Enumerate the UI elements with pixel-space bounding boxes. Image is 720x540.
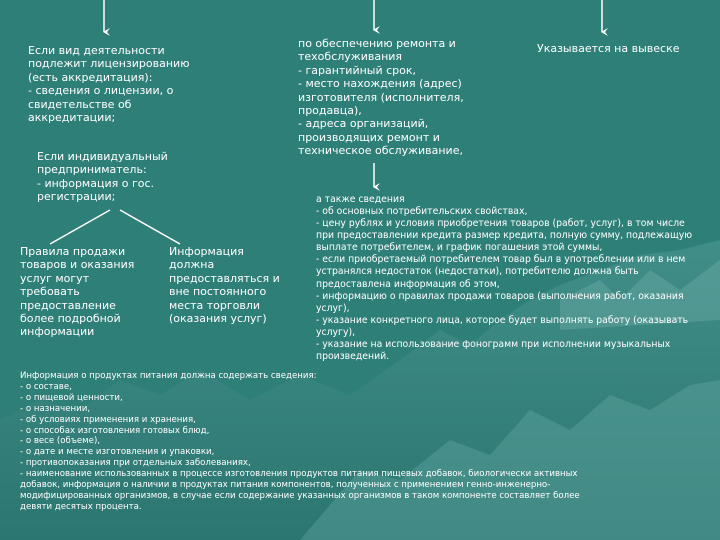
line-to-sale-rules <box>50 210 110 244</box>
additional-info: а также сведения - об основных потребительских свойствах, - цену рублях и условия приобретения товаров (работ, услуг), в том числе при предоставлении кредита размер кредита, полную сумму, подлежащую выплате потребителем, и график погашения этой суммы, - если приобретаемый потребителем товар был в употреблении или в нем устранялся недостаток (недостатки), потребителю должна быть предоставлена информация об этом, - информацию о правилах продажи товаров (выполнения работ, оказания услуг), - указание конкретного лица, которое будет выполнять работу (оказывать услугу), - указание на использование фонограмм при исполнении музыкальных произведений. <box>316 194 693 363</box>
repair-info: по обеспечению ремонта и техобслуживания - гарантийный срок, - место нахождения (адрес) изготовителя (исполнителя, продавца), - адреса организаций, производящих ремонт и техническое обслуживание, <box>298 37 464 158</box>
sale-rules-info: Правила продажи товаров и оказания услуг могут требовать предоставление более подробной информации <box>20 245 135 339</box>
line-to-placement <box>120 210 180 244</box>
food-products-info: Информация о продуктах питания должна содержать сведения: - о составе, - о пищевой ценности, - о назначении, - об условиях применения и хранения, - о способах изготовления готовых блюд, - о весе (объеме), - о дате и месте изготовления и упаковки, - противопоказания при отдельных заболеваниях, - наименование использованных в процессе изготовления продуктов питания пищевых добавок, биологически активных добавок, информация о наличии в продуктах питания компонентов, полученных с применением генно-инженерно- модифицированных организмов, в случае если содержание указанных организмов в таком компоненте составляет более девяти десятых процента. <box>20 371 580 512</box>
placement-info: Информация должна предоставляться и вне постоянного места торговли (оказания услуг) <box>169 245 280 326</box>
entrepreneur-info: Если индивидуальный предприниматель: - информация о гос. регистрации; <box>37 150 168 204</box>
licensed-activity-info: Если вид деятельности подлежит лицензированию (есть аккредитация): - сведения о лицензии, о свидетельстве об аккредитации; <box>28 44 190 125</box>
signboard-info: Указывается на вывеске <box>537 42 680 55</box>
